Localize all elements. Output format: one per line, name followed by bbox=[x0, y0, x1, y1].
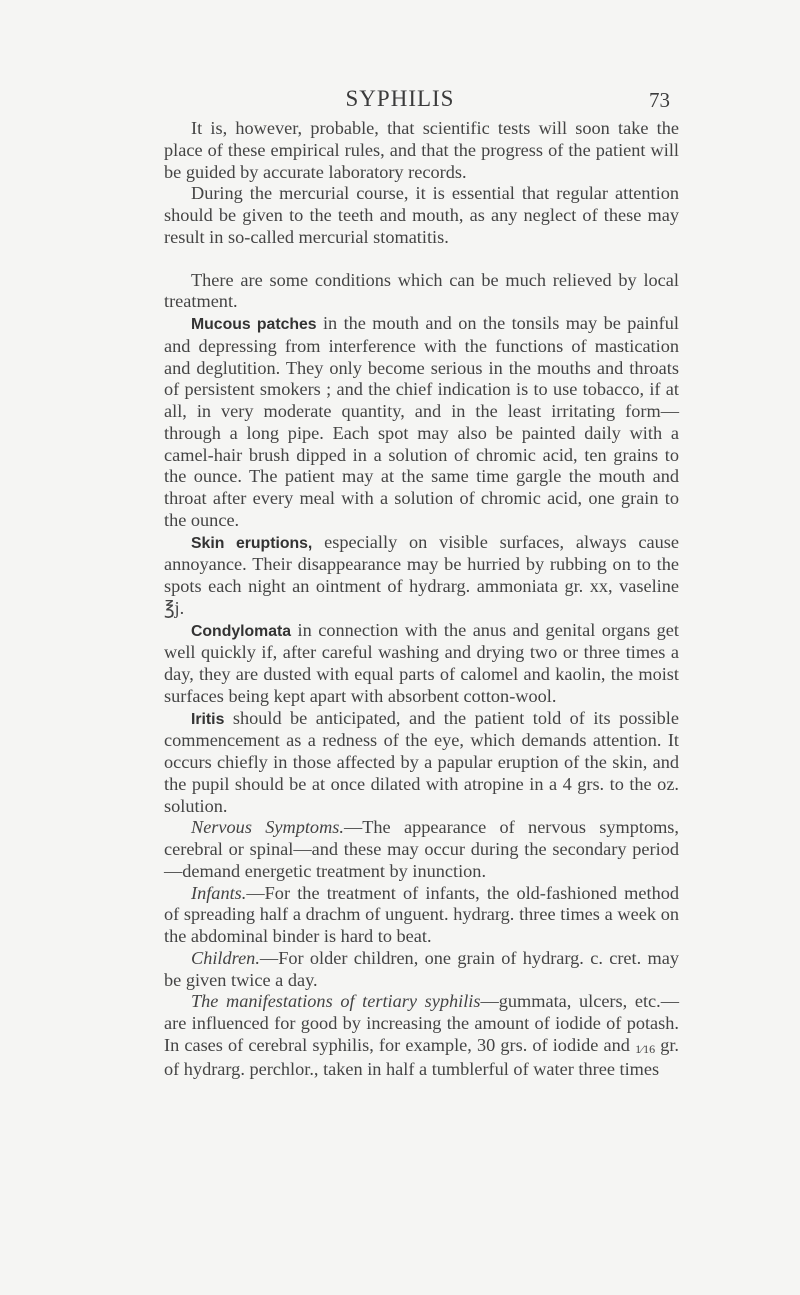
paragraph-text: —For older children, one grain of hydrarg. c. cret. may be given twice a day. bbox=[164, 947, 679, 990]
paragraph bbox=[164, 708, 679, 818]
paragraph bbox=[164, 532, 679, 620]
paragraph-text: It is, however, probable, that scientific tests will soon take the place of these empirical rules, and that the progress of the patient will be guided by accurate laboratory records. bbox=[164, 118, 679, 182]
paragraph-lead: Skin eruptions, bbox=[191, 534, 313, 552]
paragraph-lead: Infants. bbox=[191, 882, 247, 903]
paragraph bbox=[164, 313, 679, 532]
paragraph bbox=[164, 991, 679, 1080]
fraction: 1⁄16 bbox=[635, 1041, 656, 1056]
paragraph bbox=[164, 817, 679, 882]
paragraph-text: There are some conditions which can be much relieved by local treatment. bbox=[164, 269, 679, 312]
paragraph-text: gr. of hydrarg. perchlor., taken in half a tumblerful of water three times bbox=[164, 1034, 679, 1079]
paragraph-lead: Iritis bbox=[191, 710, 225, 728]
paragraph bbox=[164, 948, 679, 992]
body-text bbox=[164, 118, 679, 1080]
running-head bbox=[0, 86, 800, 116]
paragraph-lead: Children. bbox=[191, 947, 260, 968]
paragraph-text: —For the treatment of infants, the old-fashioned method of spreading half a drachm of unguent. hydrarg. three times a week on the abdominal binder is hard to beat. bbox=[164, 882, 679, 946]
paragraph-text: should be anticipated, and the patient told of its possible commencement as a redness of the eye, which demands attention. It occurs chiefly in those affected by a papular eruption of the skin, and the pupil should be at once dilated with atropine in a 4 grs. to the oz. solution. bbox=[164, 707, 679, 816]
paragraph-lead: Nervous Symptoms. bbox=[191, 817, 344, 838]
page-number: 73 bbox=[649, 88, 670, 112]
paragraph bbox=[164, 620, 679, 708]
paragraph-text: —The appearance of nervous symptoms, cerebral or spinal—and these may occur during the secondary period —demand energetic treatment by inunction. bbox=[164, 817, 679, 881]
paragraph-lead: Condylomata bbox=[191, 622, 292, 640]
paragraph-text: in the mouth and on the tonsils may be painful and depressing from interference with the functions of mastication and deglutition. They only become serious in the mouths and throats of persistent smokers ; and the chief indication is to use tobacco, if at all, in very moderate quantity, and in the least irritating form—through a long pipe. Each spot may also be painted daily with a camel-hair brush dipped in a solution of chromic acid, ten grains to the ounce. The patient may at the same time gargle the mouth and throat after every meal with a solution of chromic acid, one grain to the ounce. bbox=[164, 313, 679, 530]
paragraph bbox=[164, 883, 679, 948]
paragraph-lead: The manifestations of tertiary syphilis bbox=[191, 991, 481, 1012]
paragraph-text: During the mercurial course, it is essential that regular attention should be given to the teeth and mouth, as any neglect of these may result in so-called mercurial stomatitis. bbox=[164, 183, 679, 247]
paragraph-text: —gummata, ulcers, etc.— are influenced for good by increasing the amount of iodide of potash. In cases of cerebral syphilis, for example, 30 grs. of iodide and bbox=[164, 991, 679, 1055]
paragraph bbox=[164, 270, 679, 314]
paragraph-text: in connection with the anus and genital organs get well quickly if, after careful washing and drying two or three times a day, they are dusted with equal parts of calomel and kaolin, the moist surfaces being kept apart with absorbent cotton-wool. bbox=[164, 619, 679, 706]
paragraph-text: especially on visible surfaces, always cause annoyance. Their disappearance may be hurried by rubbing on to the spots each night an ointment of hydrarg. ammoniata gr. xx, vaseline ℥j. bbox=[164, 531, 679, 618]
paragraph bbox=[164, 183, 679, 248]
paragraph-lead: Mucous patches bbox=[191, 316, 317, 333]
paragraph bbox=[164, 118, 679, 183]
running-title: SYPHILIS bbox=[345, 86, 455, 111]
